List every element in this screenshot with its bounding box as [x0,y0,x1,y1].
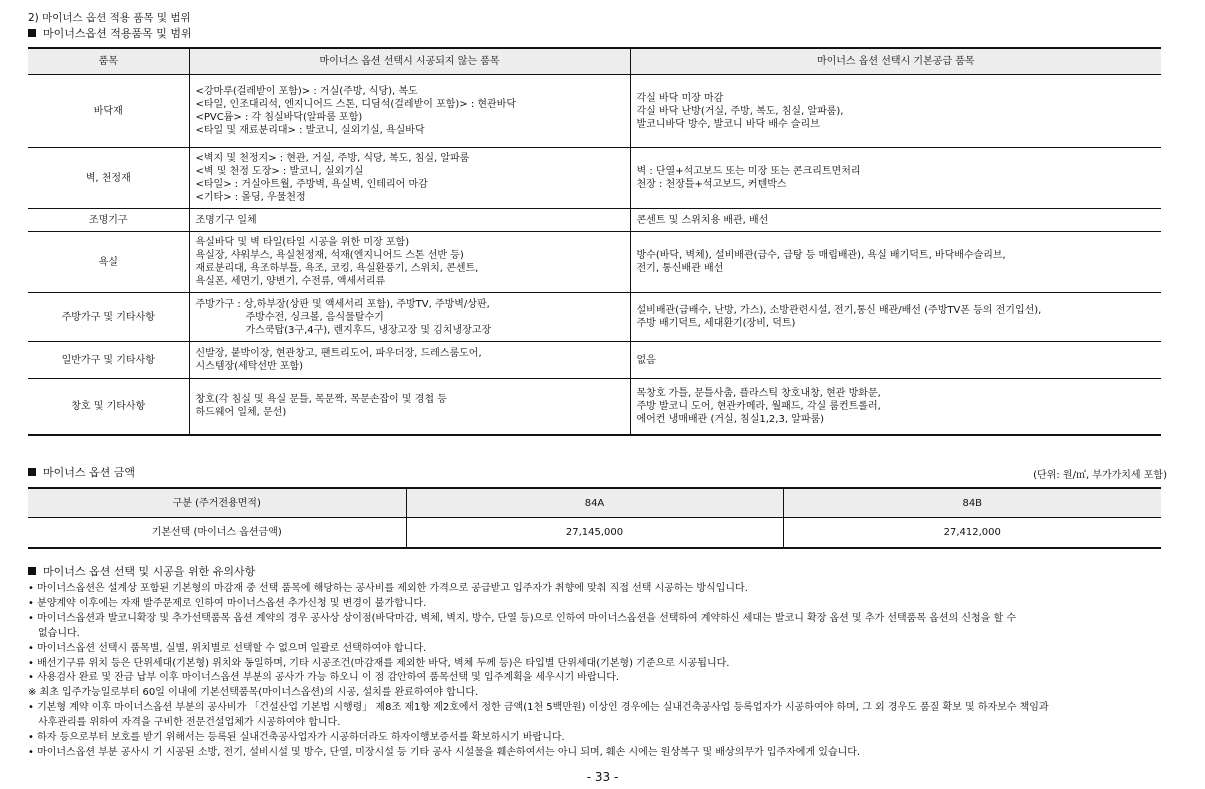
header-supplied: 마이너스 옵션 선택시 기본공급 품목 [630,48,1161,75]
note-line: • 사용검사 완료 및 잔금 납부 이후 마이너스옵션 부분의 공사가 가능 하오니 이 점 감안하여 품목선택 및 입주계획을 세우시기 바랍니다. [28,672,620,684]
note-line: • 마이너스옵션 부분 공사시 기 시공된 소방, 전기, 설비시설 및 방수, 단열, 미장시설 등 기타 공사 시설물을 훼손하여서는 아니 되며, 훼손 시에는 원상복구 및 배상의무가 입주자에게 있습니다. [28,746,861,758]
note-line: ※ 최초 입주가능일로부터 60일 이내에 기본선택품목(마이너스옵션)의 시공, 설치를 완료하여야 합니다. [28,687,479,699]
scope-supplied-line: 발코니바닥 방수, 발코니 바닥 배수 슬리브 [636,118,820,130]
scope-supplied-line: 천장 : 천장틀+석고보드, 커텐박스 [636,179,787,190]
scope-excluded-line: <타일> : 거실아트월, 주방벽, 욕실벽, 인테리어 마감 [195,179,428,190]
scope-excluded-line: 욕실장, 샤워부스, 욕실천정재, 석재(엔지니어드 스톤 선반 등) [195,250,464,261]
scope-row [28,209,1161,232]
scope-category: 욕실 [28,232,189,293]
scope-row [28,75,1161,148]
scope-excluded-line: 하드웨어 일체, 문선) [195,407,287,419]
scope-supplied-cell [630,209,1161,232]
scope-excluded-line: 재료분리대, 욕조하부틀, 욕조, 코킹, 욕실환풍기, 스위치, 콘센트, [195,263,479,274]
scope-supplied-line: 각실 바닥 미장 마감 [636,92,724,104]
scope-category: 창호 및 기타사항 [28,379,189,435]
scope-supplied-cell [630,232,1161,293]
scope-supplied-cell [630,342,1161,379]
header-category: 구분 (주거전용면적) [28,488,406,518]
scope-supplied-line: 콘센트 및 스위치용 배관, 배선 [636,214,769,226]
amount-table-header [28,488,1161,518]
scope-excluded-cell [189,75,630,148]
scope-excluded-line: <PVC륨> : 각 침실바닥(알파룸 포함) [195,112,363,123]
scope-excluded-line: <강마루(걸레받이 포함)> : 거실(주방, 식당), 복도 [195,86,418,97]
section-title: 2) 마이너스 옵션 적용 품목 및 범위 [28,12,191,24]
scope-supplied-line: 각실 바닥 난방(거실, 주방, 복도, 침실, 알파룸), [636,105,844,117]
scope-excluded-line: 창호(각 침실 및 욕실 문틀, 목문짝, 목문손잡이 및 경첩 등 [195,394,447,406]
square-bullet-icon [28,567,36,575]
scope-excluded-line: 가스쿡탑(3구,4구), 렌지후드, 냉장고장 및 김치냉장고장 [195,324,492,336]
scope-excluded-line: 조명기구 일체 [195,214,257,226]
scope-supplied-line: 벽 : 단열+석고보드 또는 미장 또는 콘크리트면처리 [636,166,861,177]
scope-excluded-line: <벽 및 천정 도장> : 발코니, 실외기실 [195,166,364,177]
note-line: 사후관리를 위하여 자격을 구비한 전문건설업체가 시공하여야 합니다. [38,717,341,729]
scope-row [28,232,1161,293]
amount-84a: 27,145,000 [406,518,783,549]
amount-84b: 27,412,000 [783,518,1161,549]
amount-category: 기본선택 (마이너스 옵션금액) [151,527,282,538]
scope-excluded-line: <기타> : 몰딩, 우물천정 [195,192,306,203]
square-bullet-icon [28,29,36,37]
notes-heading: 마이너스 옵션 선택 및 시공을 위한 유의사항 [28,563,255,579]
scope-excluded-line: 신발장, 붙박이장, 현관창고, 팬트리도어, 파우더장, 드레스룸도어, [195,348,482,359]
note-line: • 배선기구류 위치 등은 단위세대(기본형) 위치와 동일하며, 기타 시공조건(마감재를 제외한 바닥, 벽체 두께 등)은 타입별 단위세대(기본형) 기준으로 시공됩니다. [28,657,730,669]
header-84b: 84B [783,488,1161,518]
header-item: 품목 [28,48,189,75]
square-bullet-icon [28,468,36,476]
scope-supplied-line: 주방 배기덕트, 세대환기(장비, 덕트) [636,318,796,329]
scope-category: 조명기구 [28,209,189,232]
header-excluded: 마이너스 옵션 선택시 시공되지 않는 품목 [189,48,630,75]
header-84a: 84A [406,488,783,518]
note-line: • 마이너스옵션 선택시 품목별, 실별, 위치별로 선택할 수 없으며 일괄로 선택하여야 합니다. [28,642,427,654]
scope-supplied-line: 설비배관(급배수, 난방, 가스), 소방관련시설, 전기,통신 배관/배선 (주방TV폰 등의 전기입선), [636,305,1042,316]
scope-supplied-cell [630,293,1161,342]
page-number: - 33 - [586,770,619,784]
scope-supplied-line: 방수(바닥, 벽체), 설비배관(급수, 급탕 등 매립배관), 욕실 배기덕트, 바닥배수슬리브, [636,250,1006,261]
scope-supplied-line: 전기, 통신배관 배선 [636,263,724,274]
amount-heading: 마이너스 옵션 금액 [28,464,135,480]
scope-supplied-line: 없음 [636,354,656,366]
scope-table-header [28,48,1161,75]
scope-excluded-line: <타일, 인조대리석, 엔지니어드 스톤, 디딤석(걸레받이 포함)> : 현관바닥 [195,99,517,110]
scope-row [28,293,1161,342]
note-line: • 마이너스옵션은 설계상 포함된 기본형의 마감재 중 선택 품목에 해당하는 공사비를 제외한 가격으로 공급받고 입주자가 취향에 맞춰 직접 선택 시공하는 방식입니다. [28,583,748,594]
scope-supplied-line: 주방 발코니 도어, 현관카메라, 월패드, 각실 룸컨트롤러, [636,400,881,412]
scope-category: 주방가구 및 기타사항 [28,293,189,342]
scope-excluded-line: 주방수전, 싱크볼, 음식물탈수기 [195,311,384,323]
scope-table [28,47,1161,436]
unit-note: (단위: 원/㎡, 부가가치세 포함) [1033,470,1167,481]
scope-excluded-line: 욕실바닥 및 벽 타일(타일 시공을 위한 미장 포함) [195,237,410,248]
amount-row [28,518,1161,549]
scope-supplied-line: 목창호 가틀, 문틀사춤, 플라스틱 창호내창, 현관 방화문, [636,387,881,399]
scope-excluded-line: 시스템장(세탁선반 포함) [195,361,304,372]
note-line: • 분양계약 이후에는 자재 발주문제로 인하여 마이너스옵션 추가신청 및 변경이 불가합니다. [28,597,427,609]
note-line: • 기본형 계약 이후 마이너스옵션 부분의 공사비가 「건설산업 기본법 시행령」 제8조 제1항 제2호에서 정한 금액(1천 5백만원) 이상인 경우에는 실내건축공사업 등록업자가 시공하여야 하며, 그 외 경우도 품질 확보 및 하자보수 책임과 [28,702,1049,714]
scope-row [28,342,1161,379]
scope-category: 벽, 천정재 [28,148,189,209]
note-line: • 마이너스옵션과 발코니확장 및 추가선택품목 옵션 계약의 경우 공사상 상이점(바닥마감, 벽체, 벽지, 방수, 단열 등)으로 인하여 마이너스옵션을 선택하여 계약하신 세대는 발코니 확장 옵션 및 추가 선택품목 옵션의 신청을 할 수 [28,612,1016,624]
scope-excluded-line: 주방가구 : 상,하부장(상판 및 액세서리 포함), 주방TV, 주방벽/상판, [195,298,490,310]
scope-excluded-cell [189,342,630,379]
scope-excluded-line: <타일 및 재료분리대> : 발코니, 실외기실, 욕실바닥 [195,125,425,136]
scope-supplied-cell [630,75,1161,148]
amount-table [28,487,1161,549]
scope-excluded-cell [189,232,630,293]
scope-supplied-cell [630,148,1161,209]
scope-excluded-cell [189,293,630,342]
notes-list [28,582,1168,761]
note-line: 없습니다. [38,627,80,639]
scope-excluded-cell [189,379,630,435]
scope-supplied-line: 에어컨 냉매배관 (거실, 침실1,2,3, 알파룸) [636,413,825,425]
scope-excluded-cell [189,148,630,209]
scope-row [28,148,1161,209]
scope-row [28,379,1161,435]
note-line: • 하자 등으로부터 보호를 받기 위해서는 등록된 실내건축공사업자가 시공하더라도 하자이행보증서를 확보하시기 바랍니다. [28,732,565,744]
scope-heading: 마이너스옵션 적용품목 및 범위 [28,25,192,41]
scope-category: 일반가구 및 기타사항 [28,342,189,379]
scope-category: 바닥재 [28,75,189,148]
scope-excluded-line: 욕실폰, 세면기, 양변기, 수전류, 액세서리류 [195,276,386,287]
scope-excluded-line: <벽지 및 천정지> : 현관, 거실, 주방, 식당, 복도, 침실, 알파룸 [195,153,470,164]
scope-supplied-cell [630,379,1161,435]
scope-excluded-cell [189,209,630,232]
